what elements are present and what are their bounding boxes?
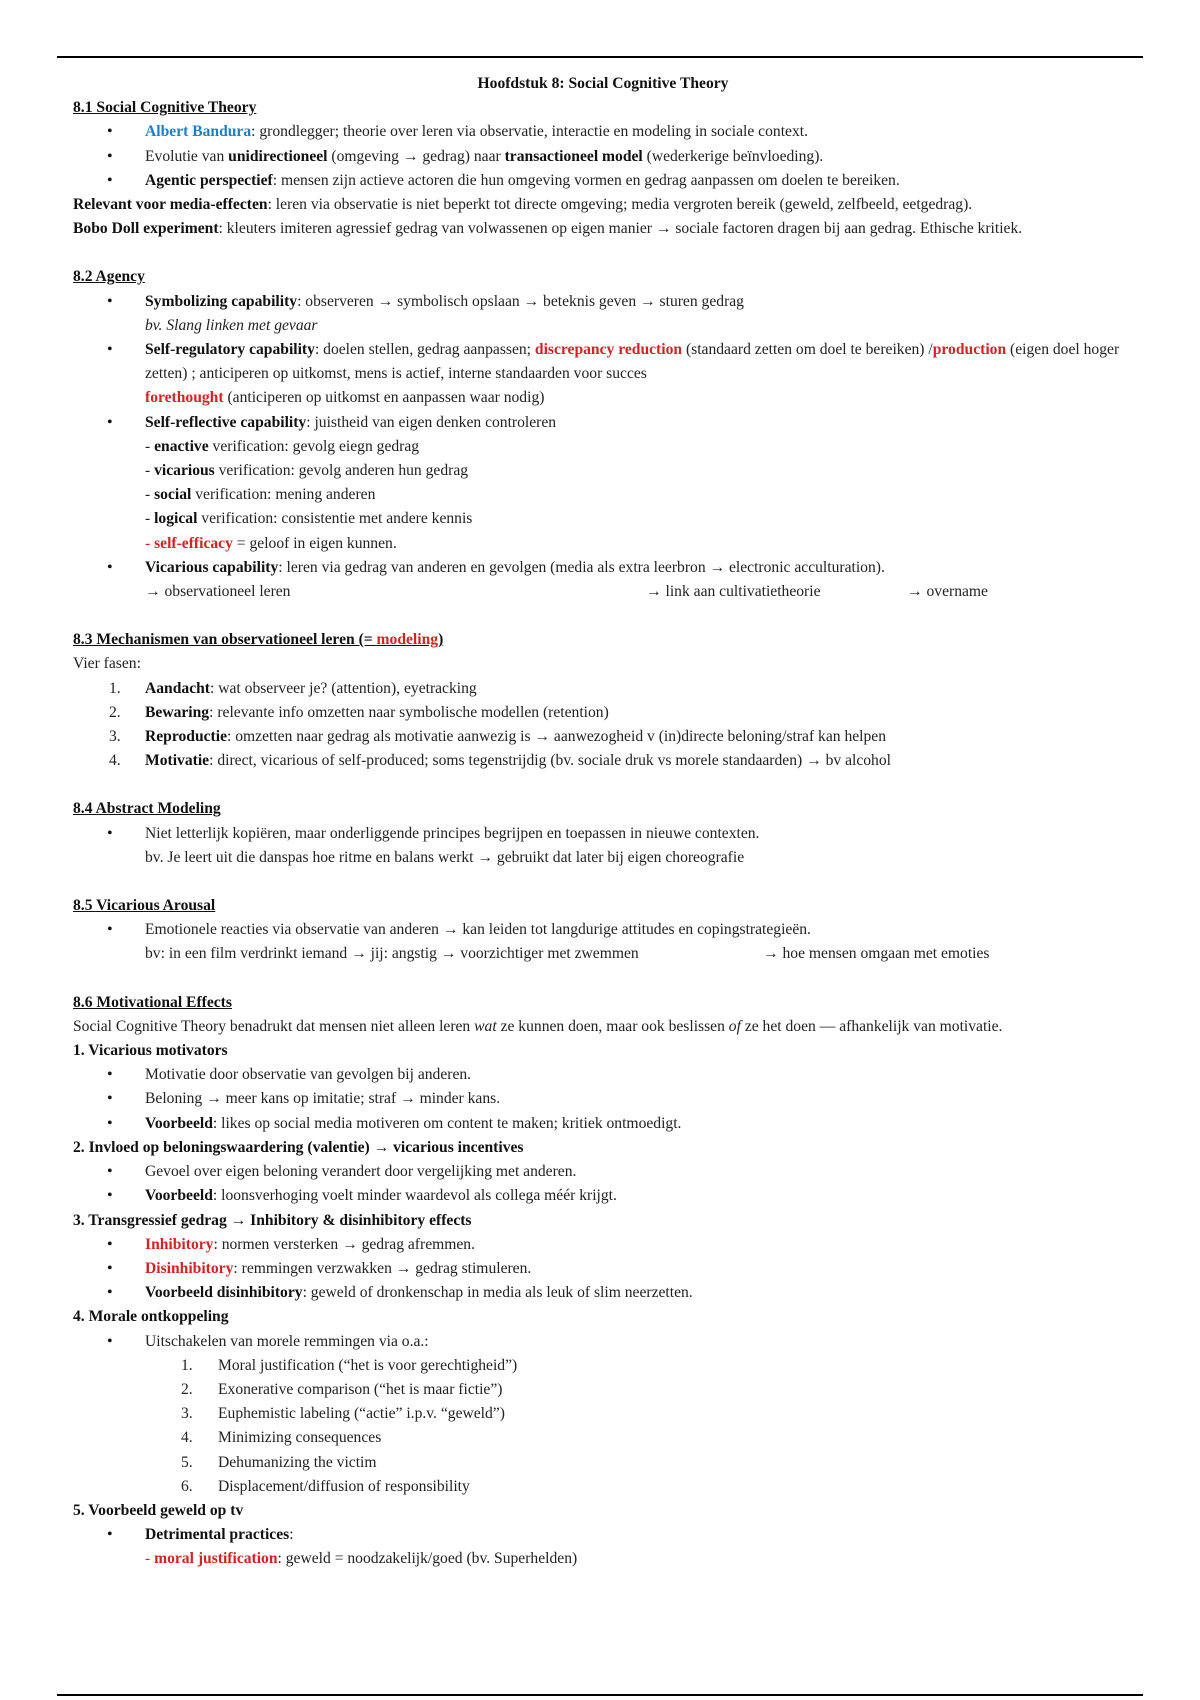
- section-8-2-heading: 8.2 Agency: [73, 268, 145, 286]
- text: : wat observeer je? (attention), eyetracking: [210, 679, 477, 697]
- list-item: [73, 556, 1133, 580]
- text: : mensen zijn actieve actoren die hun omgeving vormen en gedrag aanpassen om doelen te bereiken.: [272, 171, 900, 189]
- paragraph: [73, 193, 1133, 217]
- list-item: • Beloning → meer kans op imitatie; straf → minder kans.: [73, 1087, 1133, 1111]
- item-number: 4.: [109, 752, 121, 770]
- subheading-text: 1. Vicarious motivators: [73, 1042, 228, 1060]
- sub-item: - logical verification: consistentie met andere kennis: [145, 510, 473, 528]
- example-line: [73, 314, 1133, 338]
- text: (anticiperen op uitkomst en aanpassen waar nodig): [223, 389, 545, 407]
- term: logical: [154, 510, 198, 528]
- numbered-item: [73, 1475, 1133, 1499]
- list-item: • Emotionele reacties via observatie van anderen → kan leiden tot langdurige attitudes en copingstrategieën.: [73, 918, 1133, 942]
- term: Voorbeeld disinhibitory: [145, 1284, 303, 1302]
- sub-item: - social verification: mening anderen: [145, 486, 376, 504]
- section-8-1-heading: 8.1 Social Cognitive Theory: [73, 99, 257, 117]
- item-number: 2.: [181, 1380, 193, 1398]
- list-item: [73, 290, 1133, 314]
- item-number: 1.: [109, 679, 121, 697]
- text: verification: consistentie met andere kennis: [197, 510, 473, 528]
- text: : normen versterken → gedrag afremmen.: [213, 1235, 475, 1253]
- highlight-term: production: [932, 341, 1007, 359]
- highlight-term: discrepancy reduction: [534, 341, 683, 359]
- item-number: 4.: [181, 1429, 193, 1447]
- section-8-5-heading: 8.5 Vicarious Arousal: [73, 897, 216, 915]
- text: verification: gevolg anderen hun gedrag: [214, 462, 469, 480]
- text: verification: mening anderen: [191, 486, 376, 504]
- list-item: [73, 411, 1133, 435]
- text: Social Cognitive Theory benadrukt dat mensen niet alleen leren: [73, 1017, 475, 1035]
- emphasis: wat: [474, 1017, 497, 1035]
- item-number: 5.: [181, 1453, 193, 1471]
- term: Bobo Doll experiment: [73, 220, 219, 238]
- text: : observeren → symbolisch opslaan → beteknis geven → sturen gedrag: [297, 292, 744, 310]
- text: : remmingen verzwakken → gedrag stimuleren.: [233, 1259, 532, 1277]
- document-body: [73, 72, 1133, 1572]
- arrow-row: [73, 580, 1133, 604]
- heading-text: 8.3 Mechanismen van observationeel leren (=: [73, 631, 377, 649]
- text: Dehumanizing the victim: [218, 1453, 377, 1471]
- highlight-term: Disinhibitory: [145, 1259, 234, 1277]
- list-item: [73, 338, 1133, 411]
- text: : leren via gedrag van anderen en gevolgen (media als extra leerbron → electronic acculturation).: [278, 558, 885, 576]
- arrow-note: → link aan cultivatietheorie: [646, 583, 821, 601]
- subheading: [73, 1305, 1133, 1329]
- text: : geweld = noodzakelijk/goed (bv. Superhelden): [277, 1550, 578, 1568]
- numbered-item: [73, 701, 1133, 725]
- numbered-item: [73, 1378, 1133, 1402]
- term: unidirectioneel: [228, 147, 328, 165]
- highlight-term: forethought: [145, 389, 224, 407]
- list-item: [73, 1257, 1133, 1281]
- numbered-item: [73, 677, 1133, 701]
- list-item: [73, 1281, 1133, 1305]
- arrow-note: → observationeel leren: [145, 583, 291, 601]
- example-text: bv. Slang linken met gevaar: [145, 316, 318, 334]
- numbered-item: [73, 1354, 1133, 1378]
- text: : direct, vicarious of self-produced; soms tegenstrijdig (bv. sociale druk vs morele standaarden) → bv alcohol: [209, 752, 891, 770]
- term: Agentic perspectief: [145, 171, 273, 189]
- text: ze kunnen doen, maar ook beslissen: [496, 1017, 729, 1035]
- numbered-item: [73, 1451, 1133, 1475]
- list-item: [73, 1184, 1133, 1208]
- list-item: • Uitschakelen van morele remmingen via o.a.:: [73, 1330, 1133, 1354]
- numbered-item: [73, 749, 1133, 773]
- highlight-term: moral justification: [154, 1550, 278, 1568]
- text: : leren via observatie is niet beperkt tot directe omgeving; media vergroten bereik (geweld, zelfbeeld, eetgedrag).: [267, 196, 973, 214]
- heading-text: ): [438, 631, 444, 649]
- list-item: [73, 1233, 1133, 1257]
- term: Reproductie: [145, 728, 228, 746]
- numbered-item: [73, 1426, 1133, 1450]
- text: Exonerative comparison (“het is maar fictie”): [218, 1380, 503, 1398]
- subheading-text: 2. Invloed op beloningswaardering (valentie) → vicarious incentives: [73, 1138, 524, 1156]
- term: Relevant voor media-effecten: [73, 196, 268, 214]
- text: Euphemistic labeling (“actie” i.p.v. “geweld”): [218, 1405, 505, 1423]
- text: Evolutie van: [145, 147, 229, 165]
- emphasis: of: [728, 1017, 741, 1035]
- text: : geweld of dronkenschap in media als leuk of slim neerzetten.: [302, 1284, 693, 1302]
- text: : omzetten naar gedrag als motivatie aanwezig is → aanwezogheid v (in)directe beloning/straf kan helpen: [227, 728, 887, 746]
- item-number: 3.: [181, 1405, 193, 1423]
- term: Voorbeeld: [145, 1187, 213, 1205]
- term: vicarious: [154, 462, 215, 480]
- sub-item: - vicarious verification: gevolg anderen hun gedrag: [145, 462, 469, 480]
- example-line: bv. Je leert uit die danspas hoe ritme en balans werkt → gebruikt dat later bij eigen choreografie: [145, 848, 745, 866]
- item-number: 3.: [109, 728, 121, 746]
- subheading: [73, 1499, 1133, 1523]
- term: transactioneel model: [504, 147, 643, 165]
- text: : juistheid van eigen denken controleren: [306, 413, 557, 431]
- numbered-item: [73, 1402, 1133, 1426]
- sub-item: - moral justification: geweld = noodzakelijk/goed (bv. Superhelden): [145, 1550, 578, 1568]
- term: Detrimental practices: [145, 1526, 290, 1544]
- paragraph: [73, 217, 1133, 241]
- text: ze het doen — afhankelijk van motivatie.: [740, 1017, 1003, 1035]
- paragraph: Vier fasen:: [73, 655, 141, 673]
- text: (wederkerige beïnvloeding).: [642, 147, 824, 165]
- term: Self-regulatory capability: [145, 341, 315, 359]
- term: Vicarious capability: [145, 558, 279, 576]
- list-item: • Gevoel over eigen beloning verandert door vergelijking met anderen.: [73, 1160, 1133, 1184]
- term: Symbolizing capability: [145, 292, 298, 310]
- highlight-term: modeling: [376, 631, 439, 649]
- subheading: [73, 1209, 1133, 1233]
- item-number: 2.: [109, 703, 121, 721]
- list-item: • Niet letterlijk kopiëren, maar onderliggende principes begrijpen en toepassen in nieuwe contexten.: [73, 822, 1133, 846]
- subheading: [73, 1039, 1133, 1063]
- term: social: [154, 486, 192, 504]
- text: : relevante info omzetten naar symbolische modellen (retention): [209, 703, 609, 721]
- highlight-term: self-efficacy: [154, 534, 233, 552]
- page-title: Hoofdstuk 8: Social Cognitive Theory: [477, 75, 729, 92]
- text: verification: gevolg eiegn gedrag: [208, 437, 420, 455]
- text: : kleuters imiteren agressief gedrag van volwassenen op eigen manier → sociale factoren dragen bij aan gedrag. Ethische kritiek.: [218, 220, 1023, 238]
- subheading: [73, 1136, 1133, 1160]
- albert-bandura-name: Albert Bandura: [145, 123, 252, 141]
- example-text: bv: in een film verdrinkt iemand → jij: angstig → voorzichtiger met zwemmen: [145, 945, 639, 963]
- highlight-term: Inhibitory: [145, 1235, 214, 1253]
- text: (omgeving → gedrag) naar: [327, 147, 505, 165]
- numbered-item: [73, 725, 1133, 749]
- text: : grondlegger; theorie over leren via observatie, interactie en modeling in sociale context.: [251, 123, 808, 141]
- term: Aandacht: [145, 679, 210, 697]
- text: Moral justification (“het is voor gerechtigheid”): [218, 1356, 518, 1374]
- section-8-6-heading: 8.6 Motivational Effects: [73, 993, 232, 1011]
- text: (eigen doel hoger zetten) ; anticiperen op uitkomst, mens is actief, interne standaarden voor succes: [145, 341, 1120, 383]
- list-item: [73, 145, 1133, 169]
- arrow-note: → overname: [907, 583, 988, 601]
- list-item: [73, 1112, 1133, 1136]
- section-8-3-heading: [73, 628, 1133, 652]
- term: Bewaring: [145, 703, 210, 721]
- list-item: [73, 1523, 1133, 1547]
- text: :: [289, 1526, 294, 1544]
- arrow-note: → hoe mensen omgaan met emoties: [763, 945, 990, 963]
- text: Displacement/diffusion of responsibility: [218, 1477, 470, 1495]
- term: enactive: [154, 437, 209, 455]
- top-rule: [57, 56, 1143, 58]
- item-number: 1.: [181, 1356, 193, 1374]
- sub-item: - self-efficacy = geloof in eigen kunnen.: [145, 534, 397, 552]
- subheading-text: 3. Transgressief gedrag → Inhibitory & disinhibitory effects: [73, 1211, 472, 1229]
- text: = geloof in eigen kunnen.: [232, 534, 397, 552]
- section-8-4-heading: 8.4 Abstract Modeling: [73, 800, 221, 818]
- list-item: [73, 169, 1133, 193]
- term: Self-reflective capability: [145, 413, 307, 431]
- subheading-text: 4. Morale ontkoppeling: [73, 1308, 229, 1326]
- paragraph: [73, 1015, 1133, 1039]
- text: (standaard zetten om doel te bereiken) /: [682, 341, 933, 359]
- bottom-rule: [57, 1694, 1143, 1696]
- text: : likes op social media motiveren om content te maken; kritiek ontmoedigt.: [212, 1114, 682, 1132]
- term: Voorbeeld: [145, 1114, 213, 1132]
- text: : loonsverhoging voelt minder waardevol als collega méér krijgt.: [212, 1187, 617, 1205]
- subheading-text: 5. Voorbeeld geweld op tv: [73, 1501, 244, 1519]
- term: Motivatie: [145, 752, 210, 770]
- text: Minimizing consequences: [218, 1429, 382, 1447]
- text: : doelen stellen, gedrag aanpassen;: [314, 341, 535, 359]
- example-row: [73, 942, 1133, 966]
- item-number: 6.: [181, 1477, 193, 1495]
- list-item: • Motivatie door observatie van gevolgen bij anderen.: [73, 1063, 1133, 1087]
- sub-item: - enactive verification: gevolg eiegn gedrag: [145, 437, 420, 455]
- list-item: [73, 120, 1133, 144]
